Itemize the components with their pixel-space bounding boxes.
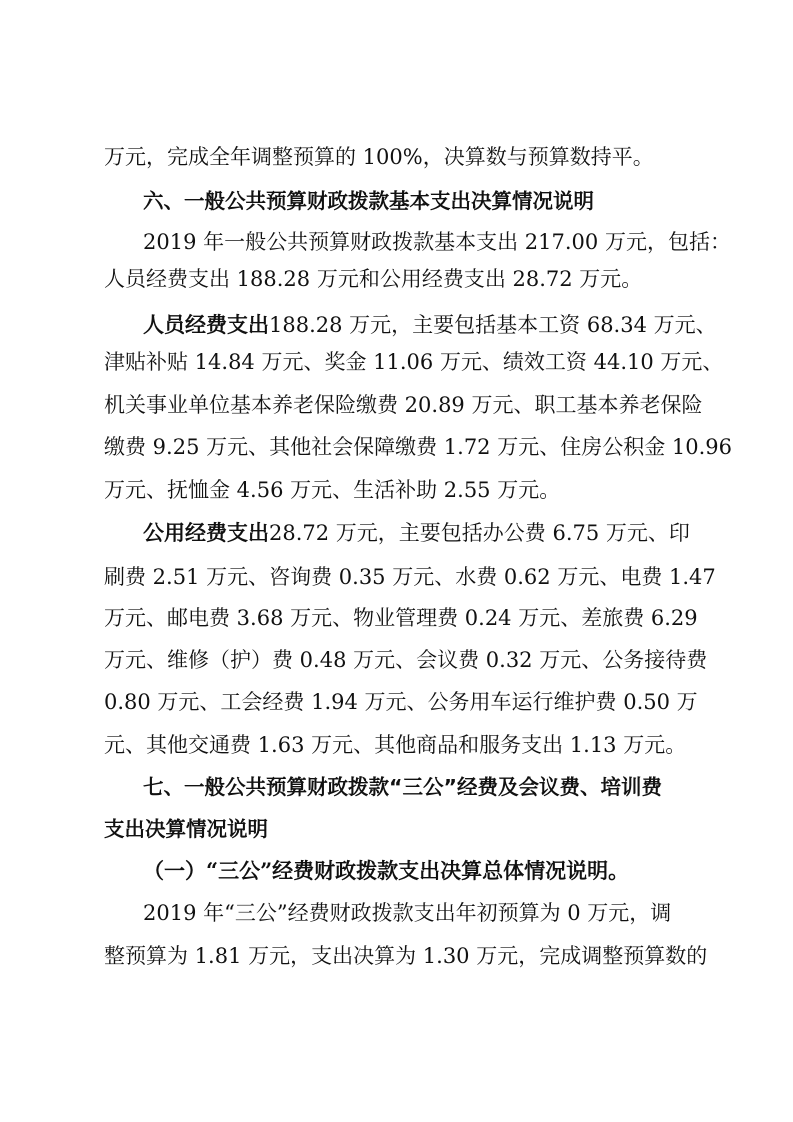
paragraph-line: 缴费 9.25 万元、其他社会保障缴费 1.72 万元、住房公积金 10.96 <box>104 435 733 459</box>
section-heading-seven-cont: 支出决算情况说明 <box>104 817 268 841</box>
paragraph-line: 万元，完成全年调整预算的 100%，决算数与预算数持平。 <box>104 145 654 169</box>
subsection-heading-one: （一）“三公”经费财政拨款支出决算总体情况说明。 <box>143 858 630 883</box>
paragraph-line: 万元、维修（护）费 0.48 万元、会议费 0.32 万元、公务接待费 <box>104 648 708 672</box>
paragraph-line: 机关事业单位基本养老保险缴费 20.89 万元、职工基本养老保险 <box>104 393 703 417</box>
paragraph-line: 2019 年一般公共预算财政拨款基本支出 217.00 万元，包括： <box>143 230 731 254</box>
lead-public-expense: 公用经费支出 <box>143 521 269 545</box>
paragraph-text: 28.72 万元，主要包括办公费 6.75 万元、印 <box>269 521 690 545</box>
paragraph-line: 元、其他交通费 1.63 万元、其他商品和服务支出 1.13 万元。 <box>104 733 687 757</box>
paragraph-text: 188.28 万元，主要包括基本工资 68.34 万元、 <box>269 313 717 337</box>
paragraph-line: 刷费 2.51 万元、咨询费 0.35 万元、水费 0.62 万元、电费 1.47 <box>104 565 716 589</box>
lead-personnel-expense: 人员经费支出 <box>143 313 269 337</box>
paragraph-line: 2019 年“三公”经费财政拨款支出年初预算为 0 万元，调 <box>143 901 672 925</box>
paragraph-line: 万元、抚恤金 4.56 万元、生活补助 2.55 万元。 <box>104 478 561 502</box>
paragraph-line: 万元、邮电费 3.68 万元、物业管理费 0.24 万元、差旅费 6.29 <box>104 606 698 630</box>
paragraph-line: 0.80 万元、工会经费 1.94 万元、公务用车运行维护费 0.50 万 <box>104 690 698 714</box>
paragraph-line: 人员经费支出 188.28 万元和公用经费支出 28.72 万元。 <box>104 267 643 291</box>
section-heading-six: 六、一般公共预算财政拨款基本支出决算情况说明 <box>143 189 594 213</box>
paragraph-line-public <box>143 513 763 553</box>
section-heading-seven: 七、一般公共预算财政拨款“三公”经费及会议费、培训费 <box>143 775 662 799</box>
paragraph-line: 津贴补贴 14.84 万元、奖金 11.06 万元、绩效工资 44.10 万元、 <box>104 350 724 374</box>
paragraph-line-personnel <box>143 305 763 345</box>
paragraph-line: 整预算为 1.81 万元，支出决算为 1.30 万元，完成调整预算数的 <box>104 944 708 968</box>
